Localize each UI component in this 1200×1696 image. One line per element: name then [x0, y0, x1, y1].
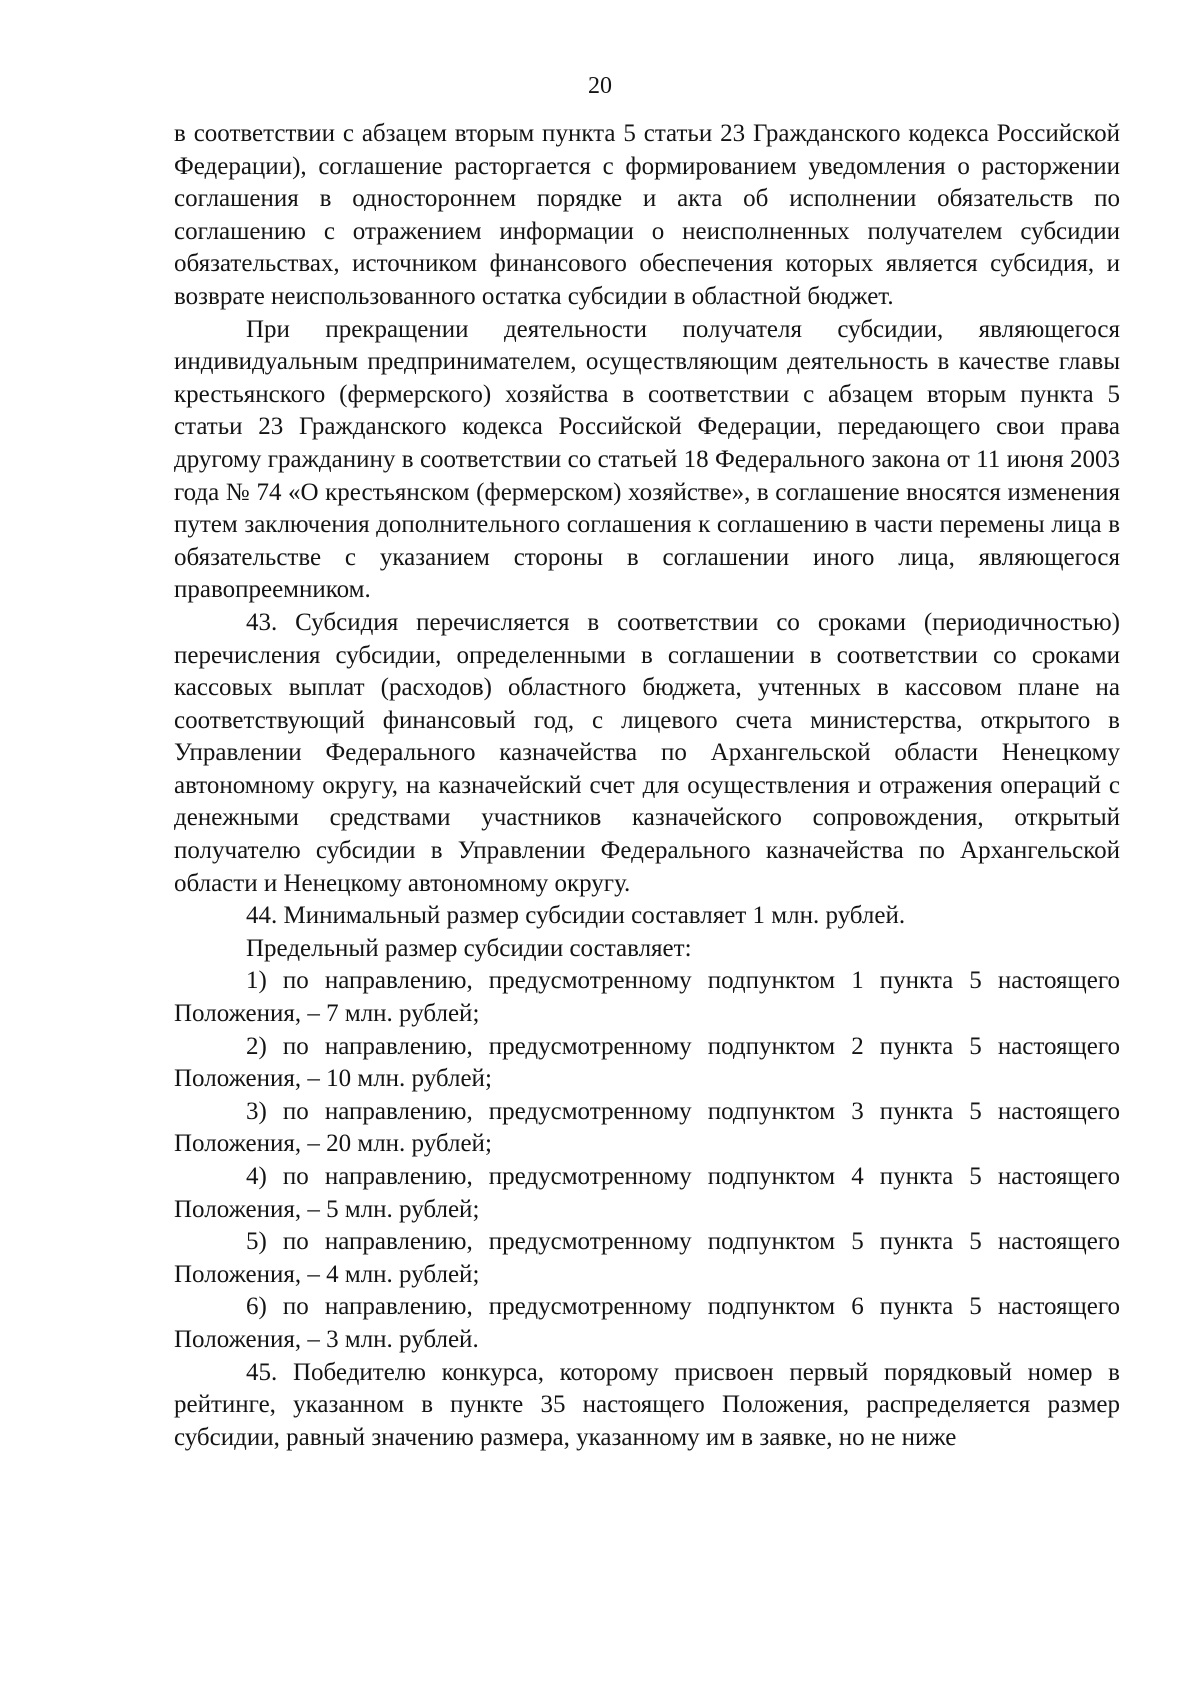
list-item-direction-3: 3) по направлению, предусмотренному подпунктом 3 пункта 5 настоящего Положения, – 20 млн. рублей; — [174, 1097, 1120, 1158]
paragraph-clause-43: 43. Субсидия перечисляется в соответствии со сроками (периодичностью) перечисления субсидии, определенными в соглашении в соответствии со сроками кассовых выплат (расходов) областного бюджета, учтенных в кассовом плане на соответствующий финансовый год, с лицевого счета министерства, открытого в Управлении Федерального казначейства по Архангельской области Ненецкому автономному округу, на казначейский счет для осуществления и отражения операций с денежными средствами участников казначейского сопровождения, открытый получателю субсидии в Управлении Федерального казначейства по Архангельской области и Ненецкому автономному округу. — [174, 608, 1120, 897]
document-body — [174, 118, 1120, 1454]
list-item-direction-2: 2) по направлению, предусмотренному подпунктом 2 пункта 5 настоящего Положения, – 10 млн. рублей; — [174, 1032, 1120, 1093]
list-item-direction-1: 1) по направлению, предусмотренному подпунктом 1 пункта 5 настоящего Положения, – 7 млн. рублей; — [174, 967, 1120, 1028]
paragraph-clause-44: 44. Минимальный размер субсидии составляет 1 млн. рублей. — [246, 902, 906, 930]
page-number: 20 — [588, 73, 612, 99]
list-item-direction-5: 5) по направлению, предусмотренному подпунктом 5 пункта 5 настоящего Положения, – 4 млн. рублей; — [174, 1228, 1120, 1288]
list-item-direction-6: 6) по направлению, предусмотренному подпунктом 6 пункта 5 настоящего Положения, – 3 млн. рублей. — [174, 1293, 1120, 1353]
paragraph-farm-head-succession: При прекращении деятельности получателя субсидии, являющегося индивидуальным предпринимателем, осуществляющим деятельность в качестве главы крестьянского (фермерского) хозяйства в соответствии с абзацем вторым пункта 5 статьи 23 Гражданского кодекса Российской Федерации, передающего свои права другому гражданину в соответствии со статьей 18 Федерального закона от 11 июня 2003 года № 74 «О крестьянском (фермерском) хозяйстве», в соглашение вносятся изменения путем заключения дополнительного соглашения к соглашению в части перемены лица в обязательстве с указанием стороны в соглашении иного лица, являющегося правопреемником. — [174, 315, 1120, 604]
paragraph-max-subsidy-intro: Предельный размер субсидии составляет: — [246, 934, 692, 962]
paragraph-termination-continuation: в соответствии с абзацем вторым пункта 5 статьи 23 Гражданского кодекса Российской Федерации), соглашение расторгается с формированием уведомления о расторжении соглашения в одностороннем порядке и акта об исполнении обязательств по соглашению с отражением информации о неисполненных получателем субсидии обязательствах, источником финансового обеспечения которых является субсидия, и возврате неиспользованного остатка субсидии в областной бюджет. — [174, 120, 1120, 310]
paragraph-clause-45: 45. Победителю конкурса, которому присвоен первый порядковый номер в рейтинге, указанном в пункте 35 настоящего Положения, распределяется размер субсидии, равный значению размера, указанному им в заявке, но не ниже — [174, 1358, 1120, 1451]
list-item-direction-4: 4) по направлению, предусмотренному подпунктом 4 пункта 5 настоящего Положения, – 5 млн. рублей; — [174, 1163, 1120, 1223]
